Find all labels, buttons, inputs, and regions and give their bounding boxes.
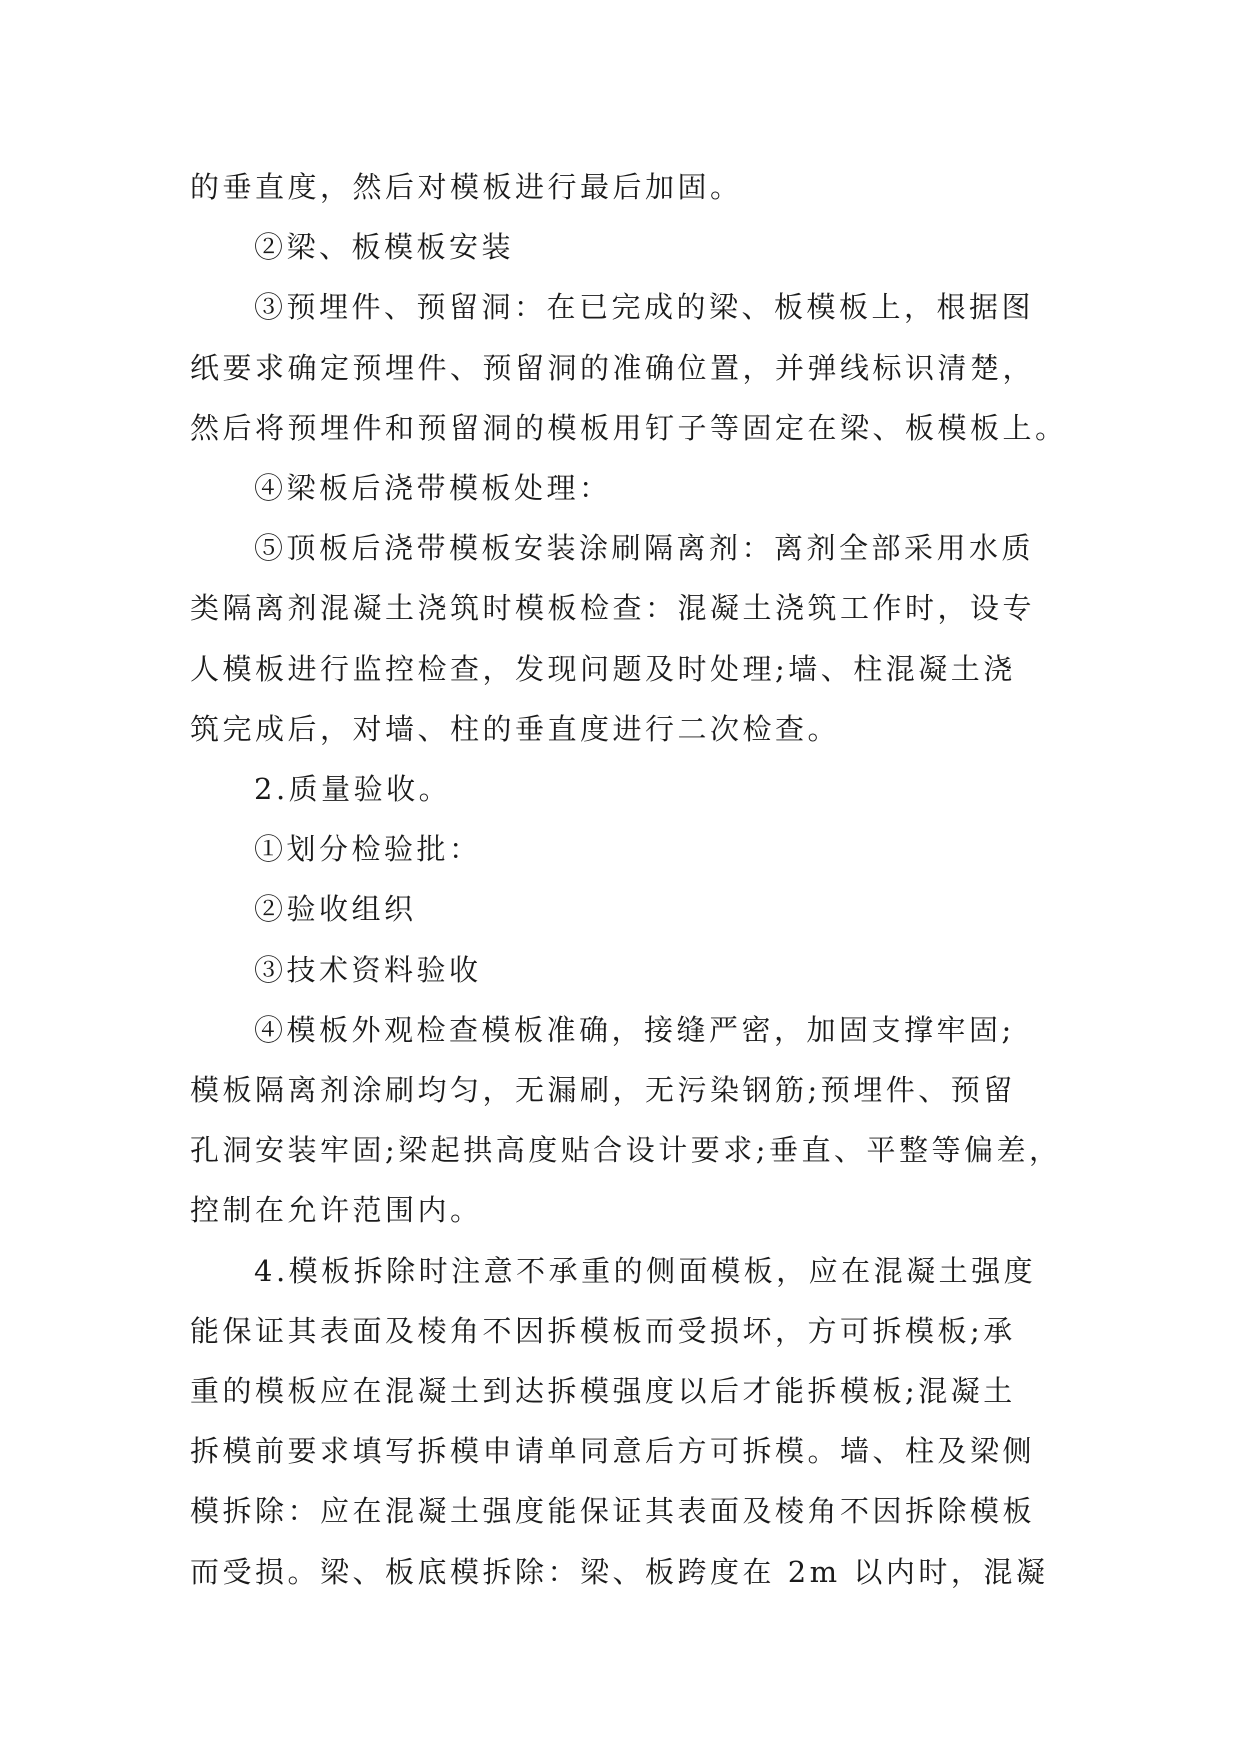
text-line: ④梁板后浇带模板处理： <box>254 471 612 506</box>
text-line: 的垂直度，然后对模板进行最后加固。 <box>190 170 743 204</box>
paragraph-1 <box>190 157 1060 217</box>
text-line: 类隔离剂混凝土浇筑时模板检查：混凝土浇筑工作时，设专 <box>190 591 1036 626</box>
text-line: 重的模板应在混凝土到达拆模强度以后才能拆模板;混凝土 <box>190 1374 1016 1409</box>
text-line: ②梁、板模板安装 <box>254 230 515 265</box>
text-line: 而受损。梁、板底模拆除：梁、板跨度在 2m 以内时，混凝 <box>190 1554 1049 1589</box>
text-line: ①划分检验批： <box>254 832 482 867</box>
paragraph-9 <box>190 940 1060 1000</box>
text-line: ⑤顶板后浇带模板安装涂刷隔离剂：离剂全部采用水质 <box>254 531 1035 566</box>
text-line: 纸要求确定预埋件、预留洞的准确位置，并弹线标识清楚， <box>190 350 1036 385</box>
text-line: ③技术资料验收 <box>254 952 482 987</box>
text-line: 模拆除：应在混凝土强度能保证其表面及棱角不因拆除模板 <box>190 1494 1036 1529</box>
paragraph-4 <box>190 458 1060 518</box>
paragraph-10 <box>190 1000 1060 1241</box>
section-heading: 4.模板拆除时注意不承重的侧面模板，应在混凝土强度 <box>254 1253 1037 1288</box>
text-line: 筑完成后，对墙、柱的垂直度进行二次检查。 <box>190 711 841 746</box>
text-line: 然后将预埋件和预留洞的模板用钉子等固定在梁、板模板上。 <box>190 410 1068 445</box>
text-line: 能保证其表面及棱角不因拆模板而受损坏，方可拆模板;承 <box>190 1313 1016 1348</box>
text-line: ③预埋件、预留洞：在已完成的梁、板模板上，根据图 <box>254 290 1035 325</box>
text-line: 模板隔离剂涂刷均匀，无漏刷，无污染钢筋;预埋件、预留 <box>190 1073 1016 1108</box>
text-line: 控制在允许范围内。 <box>190 1193 483 1228</box>
document-body <box>190 157 1068 1602</box>
paragraph-3 <box>190 277 1068 458</box>
text-line: ②验收组织 <box>254 892 417 927</box>
paragraph-7 <box>190 819 1060 879</box>
paragraph-2 <box>190 217 1060 277</box>
paragraph-11 <box>190 1241 1060 1602</box>
text-line: ④模板外观检查模板准确，接缝严密，加固支撑牢固; <box>254 1012 1015 1047</box>
text-line: 人模板进行监控检查，发现问题及时处理;墙、柱混凝土浇 <box>190 651 1016 686</box>
text-line: 孔洞安装牢固;梁起拱高度贴合设计要求;垂直、平整等偏差， <box>190 1133 1062 1168</box>
paragraph-5 <box>190 518 1060 759</box>
section-heading: 2.质量验收。 <box>254 772 452 807</box>
text-line: 拆模前要求填写拆模申请单同意后方可拆模。墙、柱及梁侧 <box>190 1434 1036 1469</box>
paragraph-8 <box>190 879 1060 939</box>
paragraph-6 <box>190 759 1060 819</box>
